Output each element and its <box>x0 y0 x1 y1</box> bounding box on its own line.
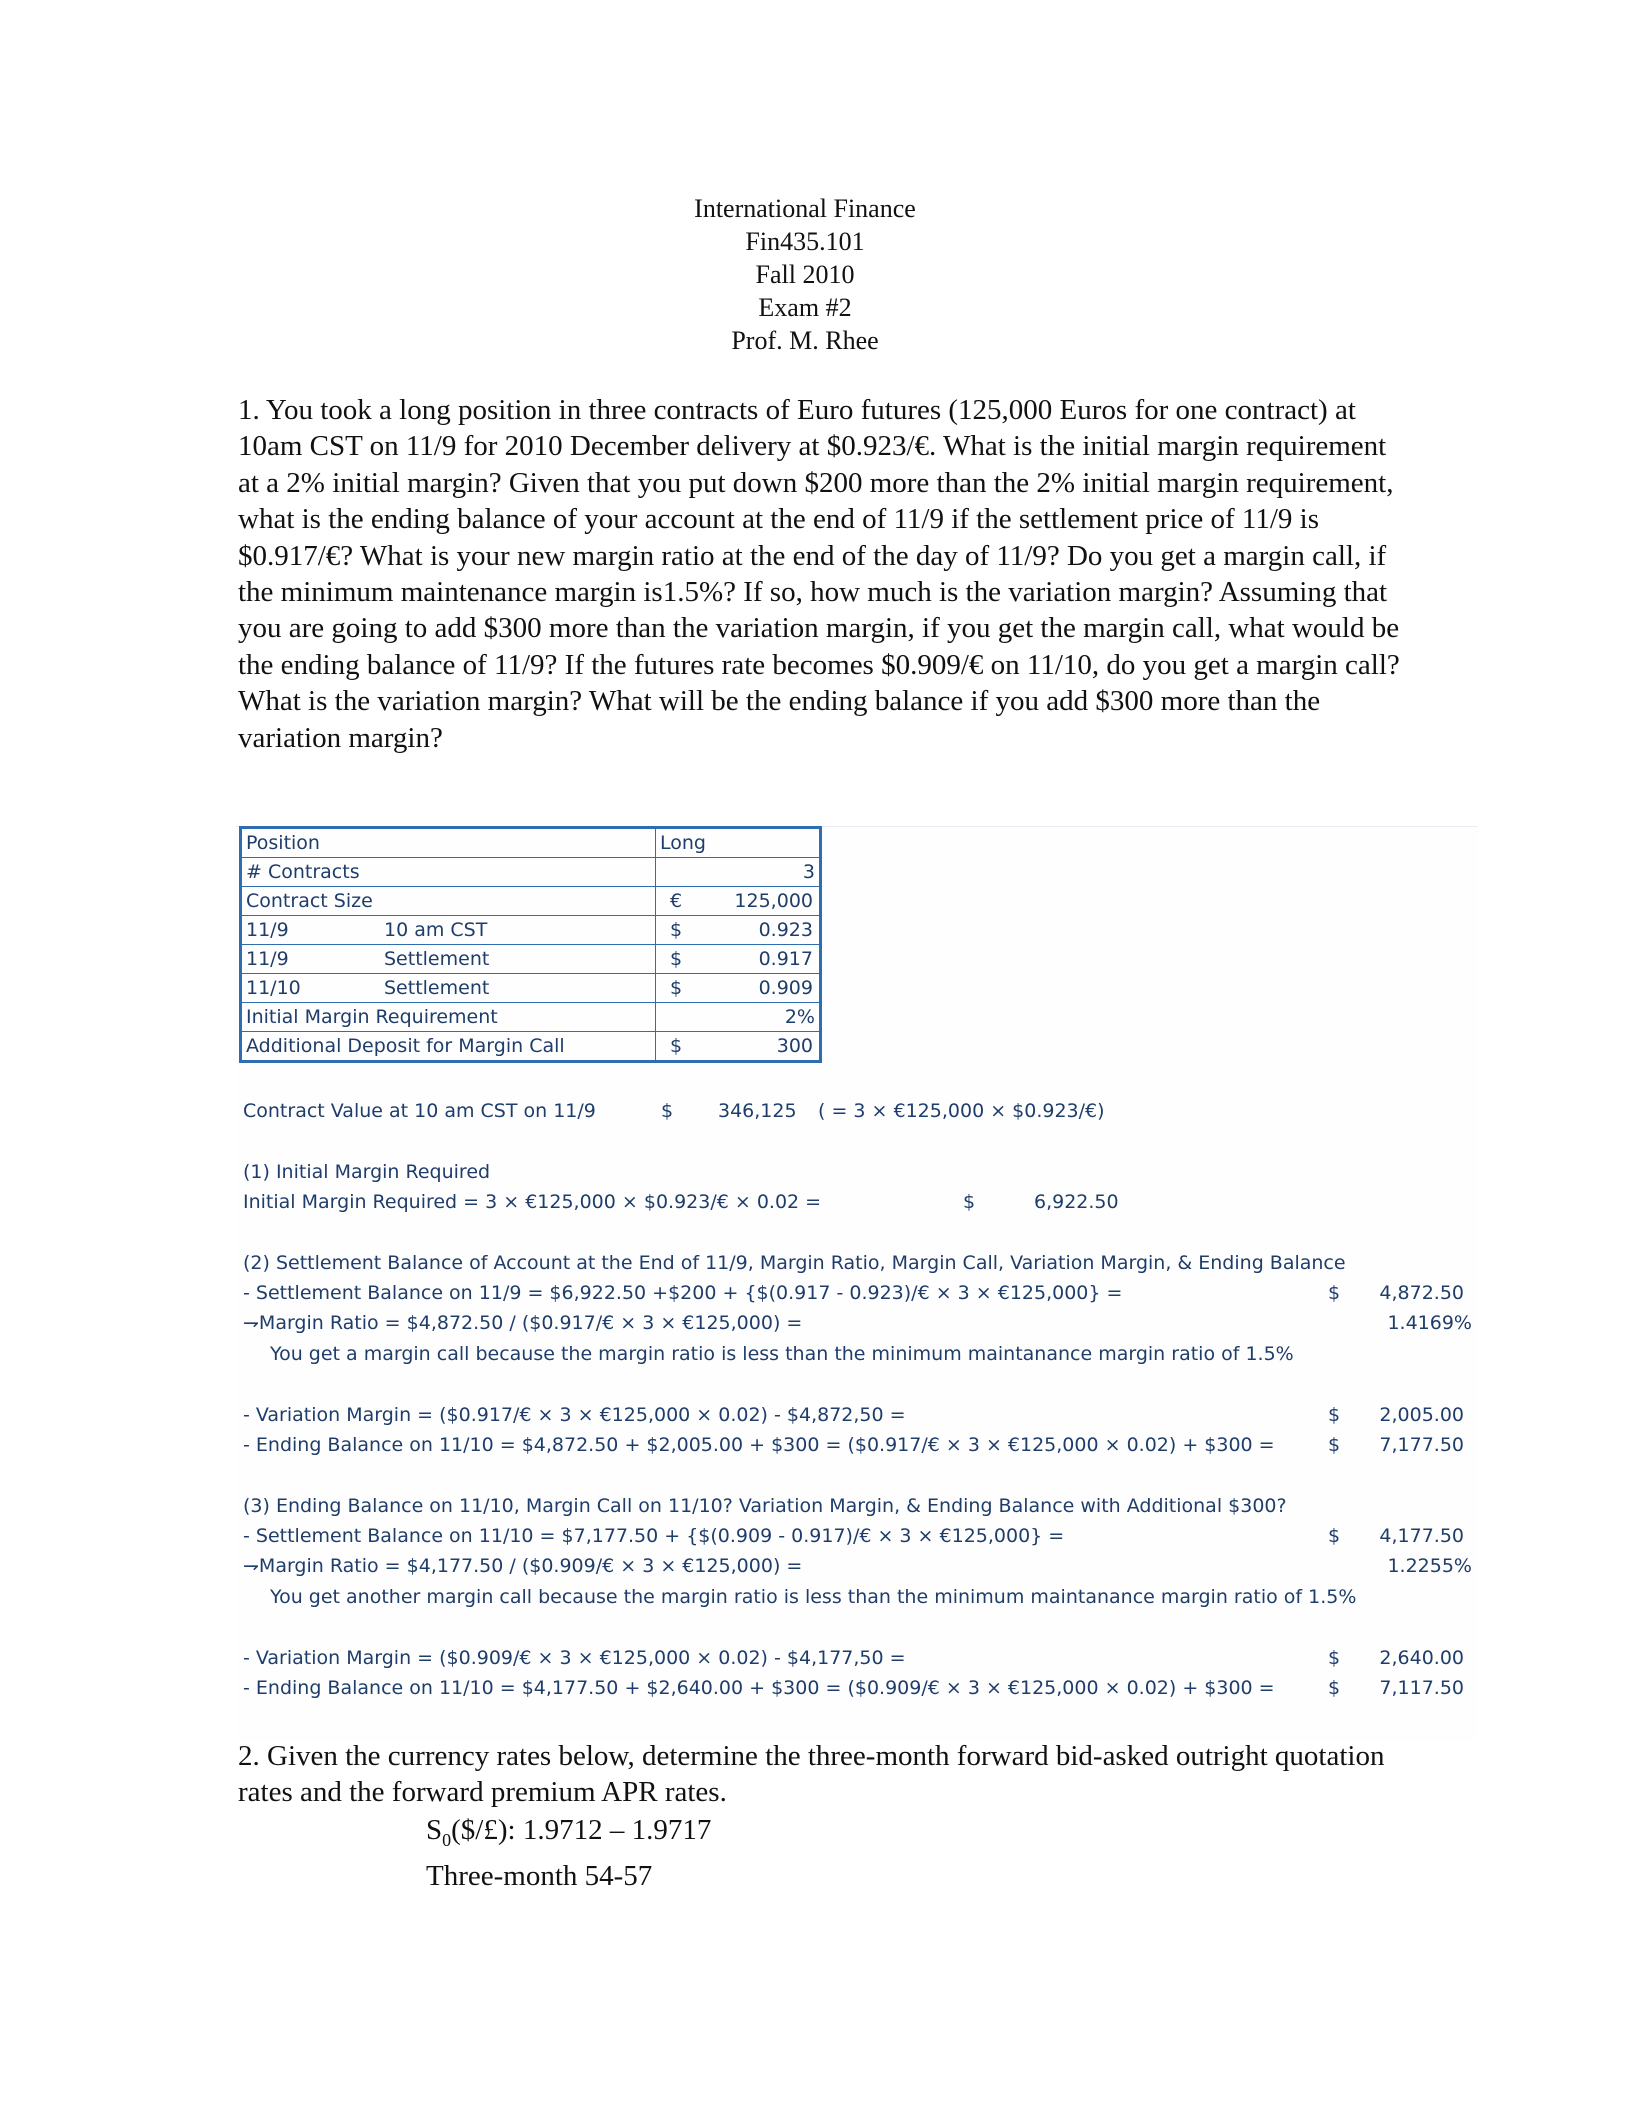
additional-deposit-label: Additional Deposit for Margin Call <box>241 1032 656 1062</box>
part-2-margin-ratio-text: Margin Ratio = $4,872.50 / ($0.917/€ × 3 × €125,000) = <box>258 1312 803 1334</box>
initial-margin-value: 2% <box>656 1003 821 1032</box>
spot-rate <box>426 1812 711 1858</box>
part-3-settlement-line: - Settlement Balance on 11/10 = $7,177.50 + {$(0.909 - 0.917)/€ × 3 × €125,000} = <box>243 1525 1065 1547</box>
part-2-variation-margin-amount: 2,005.00 <box>1379 1404 1464 1426</box>
contract-size-label: Contract Size <box>241 887 656 916</box>
part-2-variation-margin-line: - Variation Margin = ($0.917/€ × 3 × €125,000 × 0.02) - $4,872,50 = <box>243 1404 906 1426</box>
contracts-label: # Contracts <box>241 858 656 887</box>
part-2-margin-call-note: You get a margin call because the margin ratio is less than the minimum maintanance margin ratio of 1.5% <box>270 1343 1294 1365</box>
part-1-amount: 6,922.50 <box>1034 1191 1119 1213</box>
currency-symbol: $ <box>670 919 683 941</box>
spot-quote: ($/£): 1.9712 – 1.9717 <box>451 1814 712 1846</box>
currency-symbol: $ <box>670 977 683 999</box>
table-row <box>241 1032 821 1062</box>
part-2-ending-balance-amount: 7,177.50 <box>1379 1434 1464 1456</box>
part-3-variation-margin-amount: 2,640.00 <box>1379 1647 1464 1669</box>
part-1-heading: (1) Initial Margin Required <box>243 1161 491 1183</box>
rate-date: 11/9 <box>246 919 289 941</box>
exam-title: Exam #2 <box>758 293 852 322</box>
course-title: International Finance <box>694 194 916 223</box>
table-row <box>241 858 821 887</box>
part-3-margin-call-note: You get another margin call because the margin ratio is less than the minimum maintanance margin ratio of 1.5% <box>270 1586 1357 1608</box>
part-3-variation-margin-line: - Variation Margin = ($0.909/€ × 3 × €125,000 × 0.02) - $4,177,50 = <box>243 1647 906 1669</box>
contract-value-formula: ( = 3 × €125,000 × $0.923/€) <box>818 1100 1105 1122</box>
currency-symbol: $ <box>670 1035 683 1057</box>
rate-desc: 10 am CST <box>384 919 488 941</box>
part-2-settlement-currency: $ <box>1328 1282 1341 1304</box>
spot-subscript: 0 <box>442 1829 452 1850</box>
course-section: Fin435.101 <box>745 227 865 256</box>
part-2-settlement-line: - Settlement Balance on 11/9 = $6,922.50 +$200 + {$(0.917 - 0.923)/€ × 3 × €125,000} = <box>243 1282 1123 1304</box>
parameters-table <box>239 826 822 1063</box>
table-row <box>241 1003 821 1032</box>
contract-value-currency: $ <box>661 1100 674 1122</box>
contract-value-label: Contract Value at 10 am CST on 11/9 <box>243 1100 596 1122</box>
rate-desc: Settlement <box>384 977 490 999</box>
additional-deposit-value: 300 <box>776 1035 813 1057</box>
question-2-rates <box>426 1812 711 1895</box>
table-row <box>241 887 821 916</box>
part-2-variation-margin-currency: $ <box>1328 1404 1341 1426</box>
part-3-ending-balance-amount: 7,117.50 <box>1379 1677 1464 1699</box>
contracts-value: 3 <box>656 858 821 887</box>
part-1-currency: $ <box>963 1191 976 1213</box>
currency-symbol: € <box>670 890 683 912</box>
position-label: Position <box>241 828 656 858</box>
part-2-ending-balance-line: - Ending Balance on 11/10 = $4,872.50 + $2,005.00 + $300 = ($0.917/€ × 3 × €125,000 × 0.02) + $300 = <box>243 1434 1275 1456</box>
exam-header <box>0 192 1610 357</box>
rate-value: 0.909 <box>758 977 813 999</box>
contract-value-amount: 346,125 <box>718 1100 797 1122</box>
table-row <box>241 916 821 945</box>
rate-date: 11/9 <box>246 948 289 970</box>
part-3-margin-ratio-line <box>243 1555 802 1577</box>
part-3-variation-margin-currency: $ <box>1328 1647 1341 1669</box>
strike-marker-icon: ⇁ <box>243 1312 259 1334</box>
currency-symbol: $ <box>670 948 683 970</box>
strike-marker-icon: ⇁ <box>243 1555 259 1577</box>
part-3-settlement-currency: $ <box>1328 1525 1341 1547</box>
initial-margin-label: Initial Margin Requirement <box>241 1003 656 1032</box>
contract-size-value: 125,000 <box>734 890 813 912</box>
part-2-settlement-amount: 4,872.50 <box>1379 1282 1464 1304</box>
professor: Prof. M. Rhee <box>731 326 879 355</box>
part-2-heading: (2) Settlement Balance of Account at the End of 11/9, Margin Ratio, Margin Call, Variation Margin, & Ending Balance <box>243 1252 1346 1274</box>
forward-points: Three-month 54-57 <box>426 1860 653 1893</box>
part-3-heading: (3) Ending Balance on 11/10, Margin Call on 11/10? Variation Margin, & Ending Balance with Additional $300? <box>243 1495 1287 1517</box>
table-row <box>241 828 821 858</box>
question-1-text: 1. You took a long position in three contracts of Euro futures (125,000 Euros for one contract) at 10am CST on 11/9 for 2010 December delivery at $0.923/€. What is the initial margin requirement at a 2% initial margin? Given that you put down $200 more than the 2% initial margin requirement, what is the ending balance of your account at the end of 11/9 if the settlement price of 11/9 is $0.917/€? What is your new margin ratio at the end of the day of 11/9? Do you get a margin call, if the minimum maintenance margin is1.5%? If so, how much is the variation margin? Assuming that you are going to add $300 more than the variation margin, if you get the margin call, what would be the ending balance of 11/9? If the futures rate becomes $0.909/€ on 11/10, do you get a margin call? What is the variation margin? What will be the ending balance if you add $300 more than the variation margin? <box>238 394 1400 754</box>
rate-value: 0.923 <box>758 919 813 941</box>
table-row <box>241 974 821 1003</box>
question-2-text: 2. Given the currency rates below, determine the three-month forward bid-asked outright quotation rates and the forward premium APR rates. <box>238 1740 1385 1809</box>
part-3-ending-balance-line: - Ending Balance on 11/10 = $4,177.50 + $2,640.00 + $300 = ($0.909/€ × 3 × €125,000 × 0.02) + $300 = <box>243 1677 1275 1699</box>
part-2-ending-balance-currency: $ <box>1328 1434 1341 1456</box>
part-2-margin-ratio-line <box>243 1312 802 1334</box>
rate-desc: Settlement <box>384 948 490 970</box>
spot-symbol: S <box>426 1814 443 1846</box>
term: Fall 2010 <box>755 260 855 289</box>
position-value: Long <box>656 828 821 858</box>
part-3-settlement-amount: 4,177.50 <box>1379 1525 1464 1547</box>
part-1-line: Initial Margin Required = 3 × €125,000 × $0.923/€ × 0.02 = <box>243 1191 822 1213</box>
rate-date: 11/10 <box>246 977 301 999</box>
part-2-margin-ratio-value: 1.4169% <box>1387 1312 1472 1334</box>
table-row <box>241 945 821 974</box>
part-3-margin-ratio-value: 1.2255% <box>1387 1555 1472 1577</box>
part-3-ending-balance-currency: $ <box>1328 1677 1341 1699</box>
part-3-margin-ratio-text: Margin Ratio = $4,177.50 / ($0.909/€ × 3 × €125,000) = <box>258 1555 803 1577</box>
rate-value: 0.917 <box>758 948 813 970</box>
